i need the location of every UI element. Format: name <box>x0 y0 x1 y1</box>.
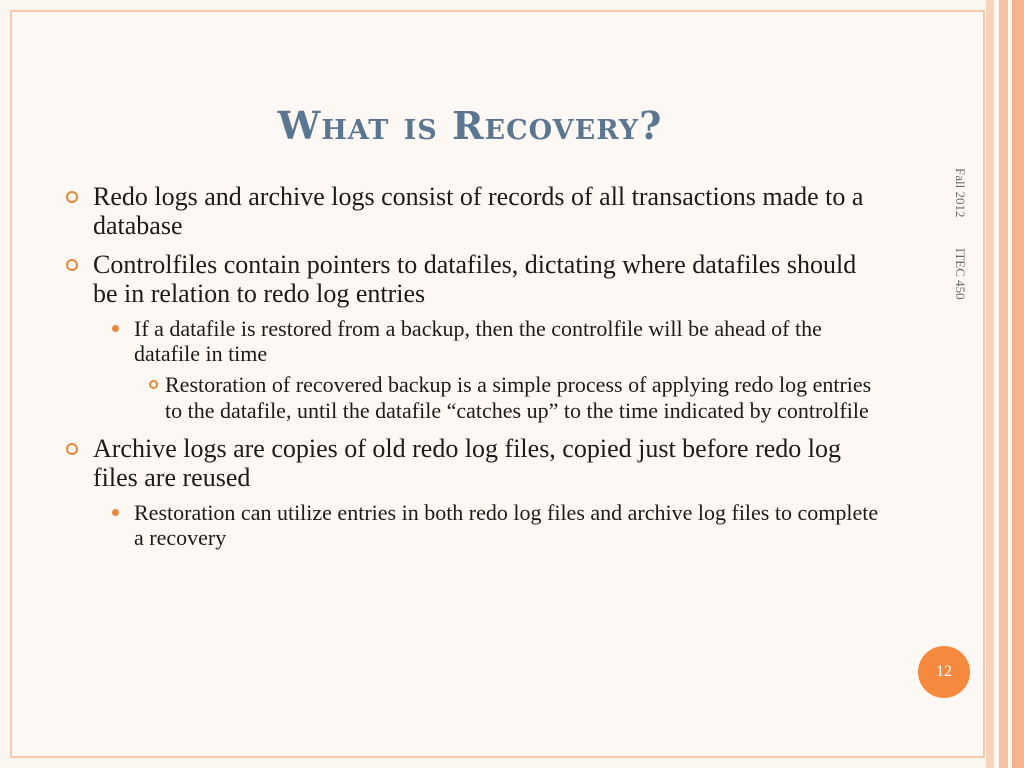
term-label: Fall 2012 <box>953 168 968 218</box>
list-item <box>66 250 886 308</box>
list-item <box>66 500 886 550</box>
ring-bullet-icon <box>149 380 158 389</box>
bullet-text: Redo logs and archive logs consist of records of all transactions made to a database <box>93 182 864 240</box>
bullet-text: If a datafile is restored from a backup, then the controlfile will be ahead of the datafile in time <box>134 316 822 366</box>
course-label: ITEC 450 <box>953 247 968 300</box>
bullet-text: Restoration of recovered backup is a simple process of applying redo log entries to the datafile, until the datafile “catches up” to the time indicated by controlfile <box>165 372 872 423</box>
dot-bullet-icon <box>112 509 119 516</box>
ring-bullet-icon <box>66 443 78 455</box>
bullet-text: Controlfiles contain pointers to datafiles, dictating where datafiles should be in relation to redo log entries <box>93 250 857 308</box>
decorative-stripe <box>1012 0 1024 768</box>
ring-bullet-icon <box>66 259 78 271</box>
ring-bullet-icon <box>66 191 78 203</box>
list-item <box>66 434 886 492</box>
slide-title: What is Recovery? <box>277 103 663 148</box>
bullet-text: Archive logs are copies of old redo log files, copied just before redo log files are reused <box>93 434 841 492</box>
list-item <box>66 316 886 366</box>
list-item <box>66 182 886 240</box>
page-number-badge: 12 <box>918 646 970 698</box>
dot-bullet-icon <box>112 325 119 332</box>
bullet-text: Restoration can utilize entries in both redo log files and archive log files to complete a recovery <box>134 500 879 550</box>
bullet-list <box>66 182 886 558</box>
decorative-stripe <box>986 0 994 768</box>
list-item <box>66 372 886 424</box>
decorative-stripe <box>999 0 1008 768</box>
footer-vertical-label <box>952 168 968 300</box>
